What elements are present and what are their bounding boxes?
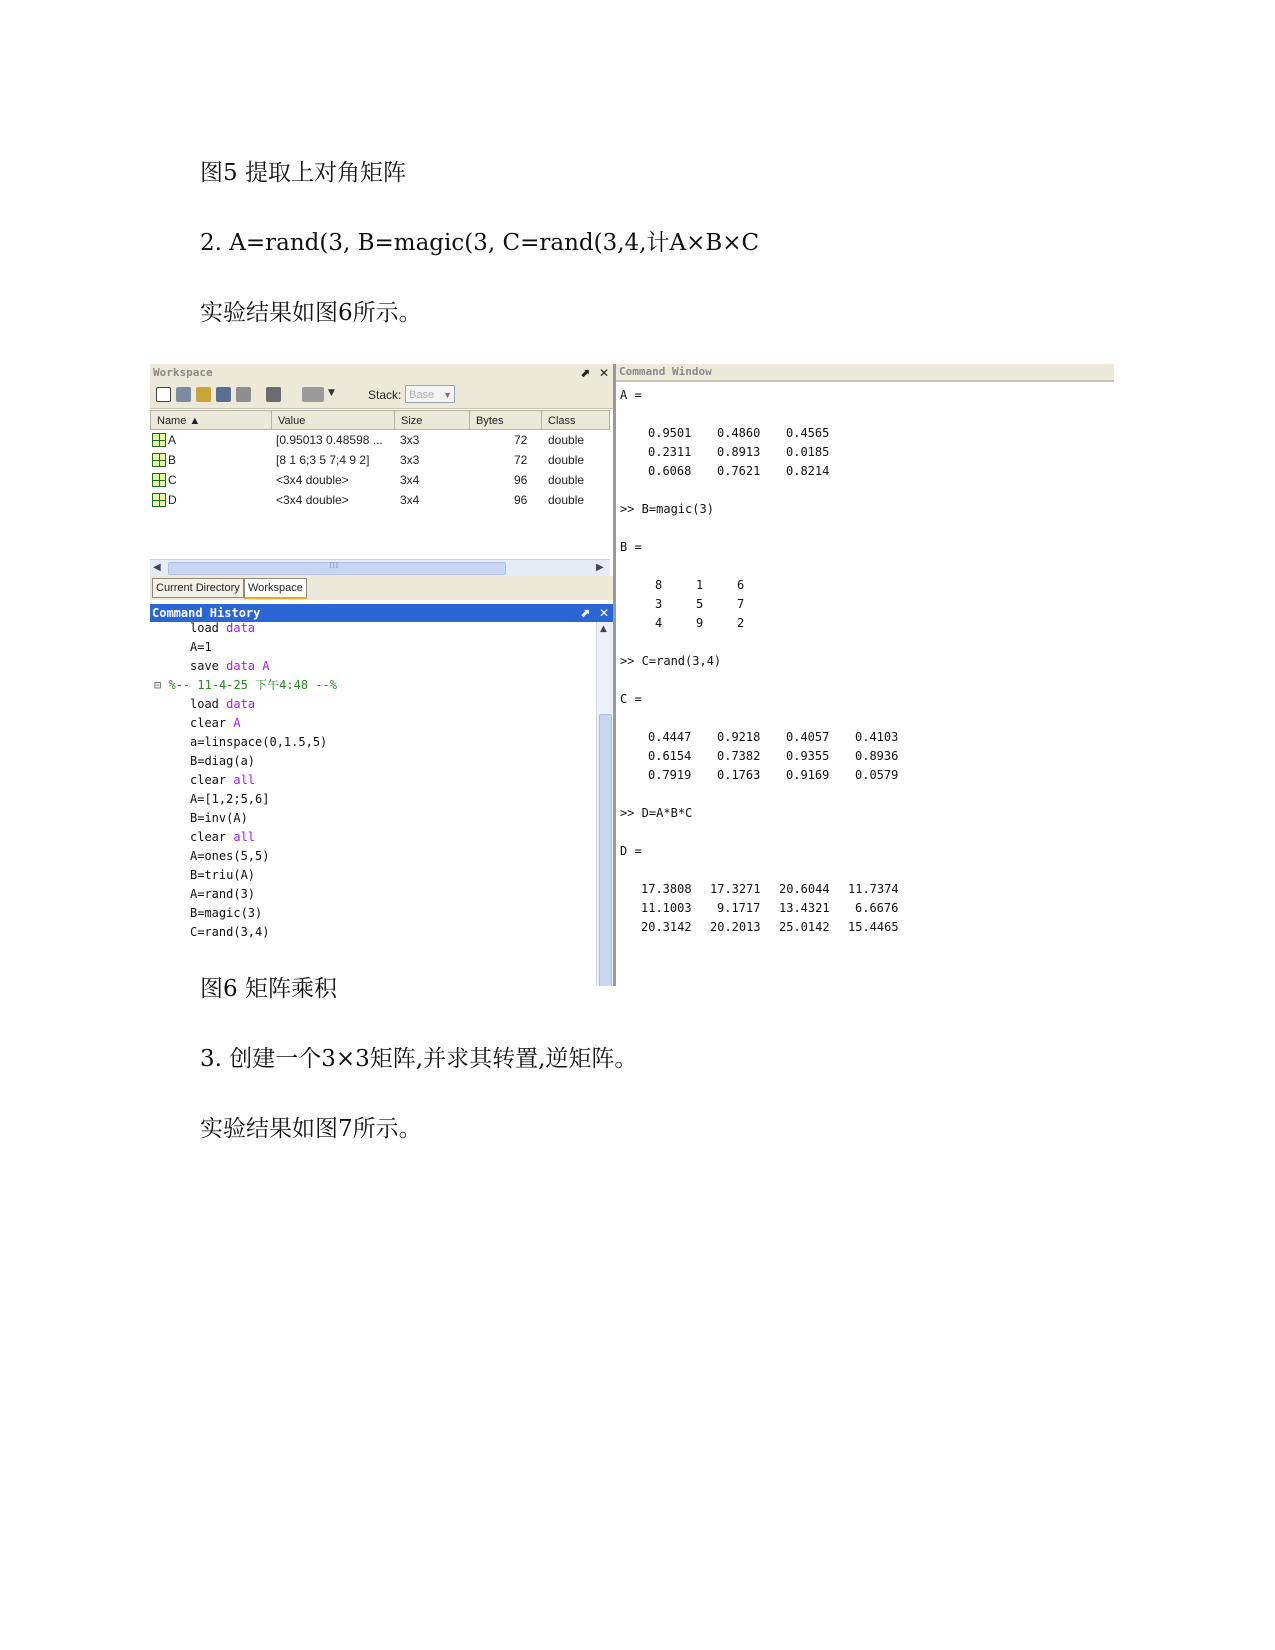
history-entry[interactable]: clear A — [190, 716, 241, 730]
output-label-b: B = — [620, 540, 642, 554]
history-entry[interactable]: A=ones(5,5) — [190, 849, 270, 863]
history-entry[interactable]: A=1 — [190, 640, 212, 654]
history-entry[interactable]: save data A — [190, 659, 270, 673]
history-entry[interactable]: A=[1,2;5,6] — [190, 792, 270, 806]
column-header-name[interactable]: Name ▲ — [150, 410, 272, 430]
output-label-c: C = — [620, 692, 642, 706]
command-window-panel[interactable]: Command Window A = 0.9501 0.4860 0.4565 0.2311 0.8913 0.0185 0.6068 0.7621 0.8214 >> B=magic(3) B = 8 1 6 3 5 7 4 9 2 >> C=rand(3,4) C = 0.4447 0.9218 0.4057 0.4103 0.6154 0.7382 0.9355 0.8936 0.7919 0.1763 0.9169 0.0579 >> D=A*B*C D = 17.3808 17.3271 20.6044 11.7374 11.1003 9.1717 13.4321 6.6676 20.3142 20.2013 25.0142 15.4465 — [616, 364, 1114, 986]
history-entry[interactable]: C=rand(3,4) — [190, 925, 270, 939]
collapse-icon[interactable]: ⊟ — [154, 678, 162, 692]
workspace-title: Workspace — [153, 366, 213, 379]
workspace-row[interactable]: D <3x4 double> 3x4 96 double — [150, 490, 610, 510]
scroll-left-icon[interactable]: ◀ — [153, 562, 161, 573]
stack-select[interactable] — [405, 385, 455, 403]
history-entry[interactable]: B=magic(3) — [190, 906, 263, 920]
history-entry[interactable]: load data — [190, 621, 256, 635]
command-line: >> D=A*B*C — [620, 806, 693, 820]
command-window-title-bar — [616, 364, 1114, 382]
open-variable-icon[interactable] — [176, 387, 191, 402]
undock-icon[interactable]: ⬈ — [579, 366, 590, 380]
history-entry[interactable]: clear all — [190, 830, 256, 844]
stack-label: Stack: — [368, 388, 402, 402]
item-2-text: 2. A=rand(3, B=magic(3, C=rand(3,4,计A×B×C — [200, 230, 760, 256]
history-entry[interactable]: B=diag(a) — [190, 754, 256, 768]
column-header-bytes[interactable]: Bytes — [470, 410, 542, 430]
history-entry[interactable]: A=rand(3) — [190, 887, 256, 901]
delete-icon[interactable] — [266, 387, 281, 402]
stack-value: Base — [409, 389, 435, 401]
tab-current-directory[interactable]: Current Directory — [152, 578, 244, 598]
undock-icon[interactable]: ⬈ — [579, 606, 590, 620]
horizontal-scrollbar[interactable] — [150, 559, 610, 576]
scroll-grip: III — [329, 561, 339, 570]
tab-workspace[interactable]: Workspace — [244, 578, 307, 599]
figure5-caption: 图5 提取上对角矩阵 — [200, 160, 406, 186]
plot-dropdown-icon[interactable]: ▼ — [328, 388, 335, 398]
chevron-down-icon: ▼ — [443, 390, 452, 400]
workspace-toolbar — [150, 382, 613, 409]
workspace-row[interactable]: C <3x4 double> 3x4 96 double — [150, 470, 610, 490]
matrix-icon — [152, 473, 166, 487]
workspace-row[interactable]: A [0.95013 0.48598 ... 3x3 72 double — [150, 430, 610, 450]
history-entry[interactable]: B=inv(A) — [190, 811, 248, 825]
item-3-text: 3. 创建一个3×3矩阵,并求其转置,逆矩阵。 — [200, 1046, 638, 1072]
history-session-header[interactable]: ⊟ %-- 11-4-25 下午4:48 --% — [154, 678, 337, 692]
workspace-tabs — [150, 576, 613, 600]
command-line: >> C=rand(3,4) — [620, 654, 722, 668]
vertical-scrollbar[interactable] — [596, 622, 613, 986]
column-header-class[interactable]: Class — [542, 410, 610, 430]
column-header-value[interactable]: Value — [272, 410, 395, 430]
scroll-up-icon[interactable]: ▲ — [600, 624, 607, 634]
command-window-title: Command Window — [619, 365, 712, 378]
workspace-panel — [150, 364, 616, 631]
plot-selector-icon[interactable] — [302, 387, 324, 402]
scroll-thumb[interactable] — [168, 562, 506, 575]
import-data-icon[interactable] — [196, 387, 211, 402]
new-variable-icon[interactable] — [156, 387, 171, 402]
history-entry[interactable]: clear all — [190, 773, 256, 787]
matrix-icon — [152, 453, 166, 467]
output-label-d: D = — [620, 844, 642, 858]
matrix-icon — [152, 493, 166, 507]
close-icon[interactable]: ✕ — [598, 366, 609, 380]
figure6-caption: 图6 矩阵乘积 — [200, 976, 337, 1002]
print-icon[interactable] — [236, 387, 251, 402]
figure6-screenshot — [150, 364, 1114, 986]
scroll-thumb[interactable] — [599, 714, 612, 986]
save-icon[interactable] — [216, 387, 231, 402]
column-header-size[interactable]: Size — [395, 410, 470, 430]
matrix-icon — [152, 433, 166, 447]
output-label-a: A = — [620, 388, 642, 402]
command-line: >> B=magic(3) — [620, 502, 714, 516]
figure6-intro: 实验结果如图6所示。 — [200, 300, 422, 326]
workspace-row[interactable]: B [8 1 6;3 5 7;4 9 2] 3x3 72 double — [150, 450, 610, 470]
figure7-intro: 实验结果如图7所示。 — [200, 1116, 422, 1142]
history-entry[interactable]: load data — [190, 697, 256, 711]
close-icon[interactable]: ✕ — [598, 606, 609, 620]
command-history-title: Command History — [152, 606, 261, 620]
scroll-right-icon[interactable]: ▶ — [596, 562, 604, 573]
history-entry[interactable]: a=linspace(0,1.5,5) — [190, 735, 328, 749]
command-history-panel — [150, 604, 616, 986]
workspace-title-bar — [150, 364, 613, 382]
history-entry[interactable]: B=triu(A) — [190, 868, 256, 882]
